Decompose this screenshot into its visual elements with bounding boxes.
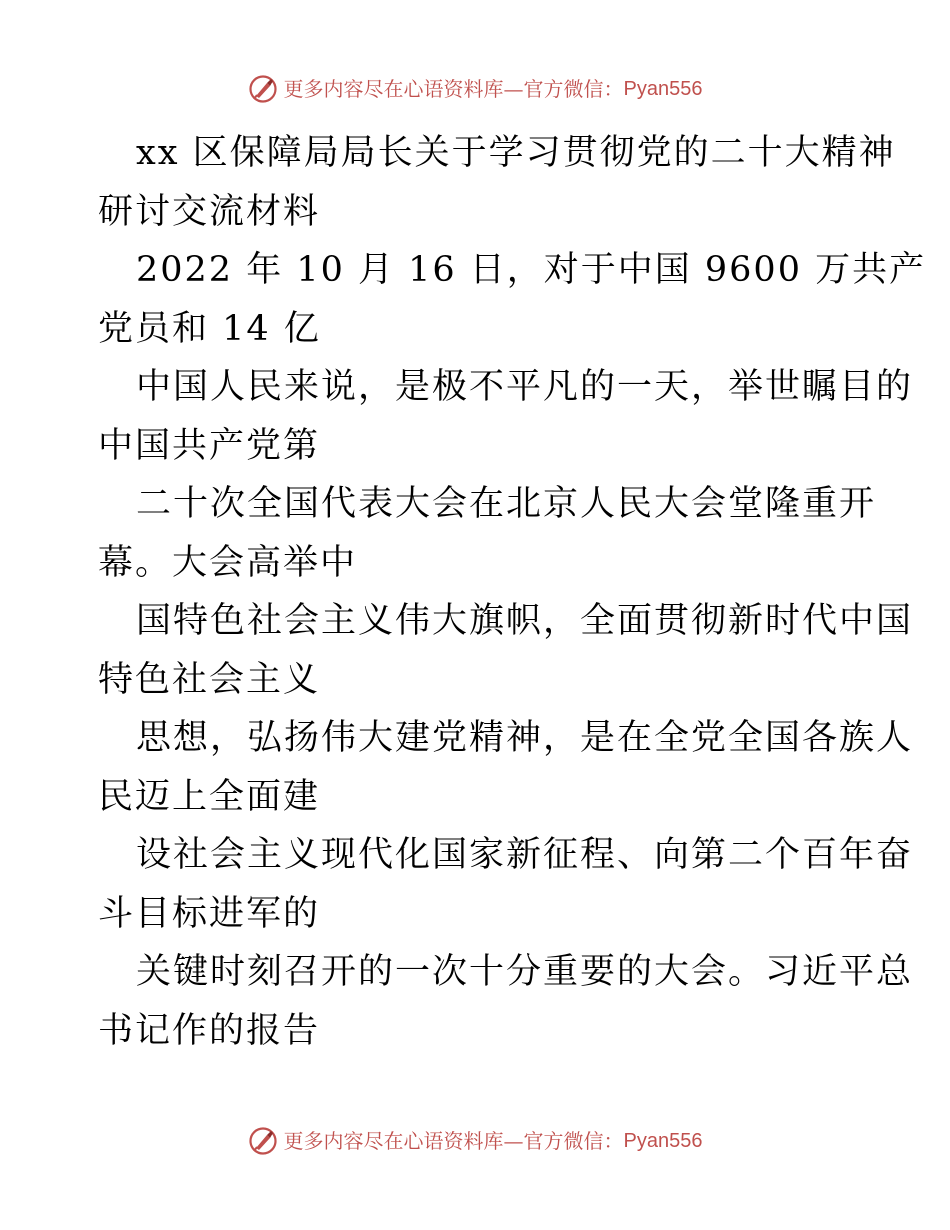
watermark-text bbox=[284, 1127, 703, 1155]
paragraph-line: 国特色社会主义伟大旗帜，全面贯彻新时代中国 bbox=[136, 601, 914, 641]
paragraph-line: 2022 年 10 月 16 日，对于中国 9600 万共产 bbox=[136, 250, 927, 290]
paragraph-line: 中国人民来说，是极不平凡的一天，举世瞩目的 bbox=[136, 367, 914, 407]
paragraph-line: 思想，弘扬伟大建党精神，是在全党全国各族人 bbox=[136, 718, 914, 758]
watermark-label: 官方微信： bbox=[523, 1129, 624, 1153]
quill-pen-logo-icon bbox=[248, 1126, 278, 1156]
paragraph-line: 幕。大会高举中 bbox=[98, 542, 358, 583]
paragraph-line: 二十次全国代表大会在北京人民大会堂隆重开 bbox=[136, 484, 877, 524]
paragraph-line: 书记作的报告 bbox=[98, 1010, 321, 1051]
paragraph-line: 设社会主义现代化国家新征程、向第二个百年奋 bbox=[136, 835, 914, 875]
paragraph-line: 中国共产党第 bbox=[98, 425, 321, 466]
footer-watermark bbox=[0, 1126, 950, 1156]
title-line-1: xx 区保障局局长关于学习贯彻党的二十大精神 bbox=[136, 133, 896, 173]
watermark-separator: — bbox=[503, 1129, 524, 1153]
paragraph-line: 特色社会主义 bbox=[98, 659, 321, 700]
watermark-wechat-id: Pyan556 bbox=[623, 78, 703, 100]
watermark-main-text: 更多内容尽在心语资料库 bbox=[283, 1129, 504, 1153]
header-watermark bbox=[0, 74, 950, 104]
title-line-2: 研讨交流材料 bbox=[98, 191, 321, 232]
watermark-separator: — bbox=[503, 77, 524, 101]
watermark-text bbox=[284, 75, 703, 103]
watermark-main-text: 更多内容尽在心语资料库 bbox=[283, 77, 504, 101]
paragraph-line: 党员和 14 亿 bbox=[98, 308, 321, 349]
paragraph-line: 关键时刻召开的一次十分重要的大会。习近平总 bbox=[136, 952, 914, 992]
watermark-wechat-id: Pyan556 bbox=[623, 1130, 703, 1152]
paragraph-line: 民迈上全面建 bbox=[98, 776, 321, 817]
watermark-label: 官方微信： bbox=[523, 77, 624, 101]
document-body bbox=[98, 124, 927, 1060]
paragraph-line: 斗目标进军的 bbox=[98, 893, 321, 934]
quill-pen-logo-icon bbox=[248, 74, 278, 104]
